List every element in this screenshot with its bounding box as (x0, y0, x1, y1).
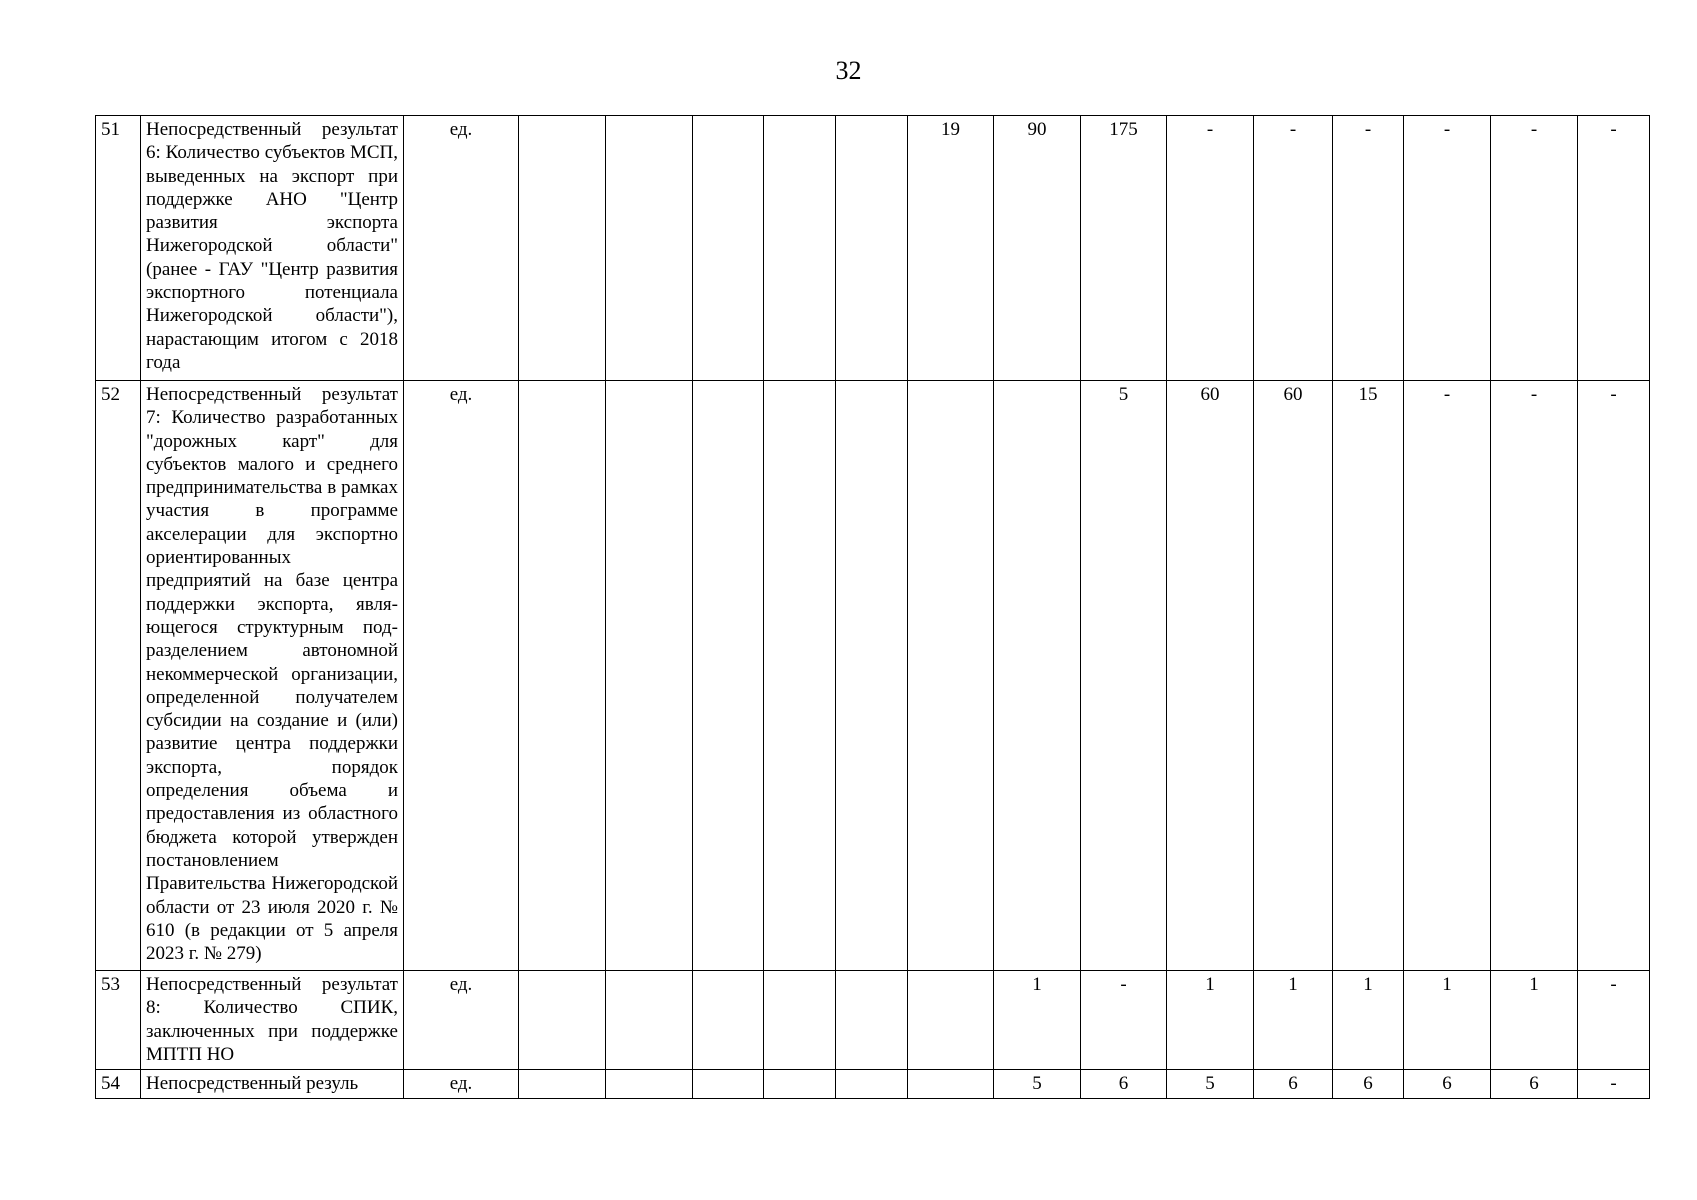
table-row (96, 971, 1650, 1070)
value-cell (693, 116, 764, 381)
value-cell: - (1578, 381, 1650, 971)
value-cell: 6 (1254, 1070, 1333, 1099)
value-cell (836, 116, 908, 381)
value-cell (764, 116, 836, 381)
value-cell: 1 (994, 971, 1081, 1070)
value-cell: - (1167, 116, 1254, 381)
value-cell (606, 1070, 693, 1099)
value-cell (519, 971, 606, 1070)
value-cell (908, 1070, 994, 1099)
value-cell (836, 971, 908, 1070)
value-cell: - (1081, 971, 1167, 1070)
value-cell (994, 381, 1081, 971)
table-row (96, 381, 1650, 971)
value-cell: - (1578, 116, 1650, 381)
value-cell (606, 971, 693, 1070)
indicator-description: Непосредственный результат 7: Количество разработанных "дорожных карт" для субъектов малого и среднего предпринимательства в рамках участия в программе акселерации для экспортно ориентированных предприятий на базе центра поддержки экспорта, являющегося структурным подразделением автономной некоммерческой организации, определенной получателем субсидии на создание и (или) развитие центра поддержки экспорта, порядок определения объема и предоставления из областного бюджета которой утвержден постановлением Правительства Нижегородской области от 23 июля 2020 г. № 610 (в редакции от 5 апреля 2023 г. № 279) (141, 381, 404, 971)
value-cell: - (1254, 116, 1333, 381)
value-cell (908, 971, 994, 1070)
value-cell (693, 1070, 764, 1099)
value-cell: 1 (1333, 971, 1404, 1070)
indicator-description: Непосредственный резуль (141, 1070, 404, 1099)
value-cell (693, 971, 764, 1070)
value-cell (606, 381, 693, 971)
unit-cell: ед. (404, 381, 519, 971)
value-cell (519, 381, 606, 971)
value-cell (606, 116, 693, 381)
value-cell (519, 116, 606, 381)
value-cell: 60 (1254, 381, 1333, 971)
value-cell: 90 (994, 116, 1081, 381)
value-cell: 6 (1404, 1070, 1491, 1099)
value-cell: 6 (1081, 1070, 1167, 1099)
value-cell (764, 381, 836, 971)
value-cell: - (1404, 116, 1491, 381)
value-cell: 1 (1404, 971, 1491, 1070)
value-cell: 6 (1333, 1070, 1404, 1099)
value-cell: 175 (1081, 116, 1167, 381)
unit-cell: ед. (404, 116, 519, 381)
row-number: 52 (96, 381, 141, 971)
value-cell (764, 1070, 836, 1099)
value-cell: 15 (1333, 381, 1404, 971)
value-cell: - (1491, 381, 1578, 971)
value-cell (836, 381, 908, 971)
value-cell: 6 (1491, 1070, 1578, 1099)
row-number: 51 (96, 116, 141, 381)
indicator-description: Непосредственный результат 8: Количество СПИК, заключенных при поддержке МПТП НО (141, 971, 404, 1070)
value-cell: - (1578, 1070, 1650, 1099)
value-cell: 60 (1167, 381, 1254, 971)
value-cell: 5 (994, 1070, 1081, 1099)
value-cell (908, 381, 994, 971)
indicators-table (95, 115, 1650, 1099)
value-cell: 5 (1167, 1070, 1254, 1099)
value-cell: 19 (908, 116, 994, 381)
value-cell: 1 (1491, 971, 1578, 1070)
indicator-description: Непосредственный результат 6: Количество субъектов МСП, выведенных на экспорт при поддержке АНО "Центр развития экспорта Нижегородской области" (ранее - ГАУ "Центр развития экспортного потенциала Нижегородской области"), нарастающим итогом с 2018 года (141, 116, 404, 381)
value-cell (519, 1070, 606, 1099)
page-number: 32 (835, 56, 862, 85)
row-number: 53 (96, 971, 141, 1070)
row-number: 54 (96, 1070, 141, 1099)
value-cell: - (1333, 116, 1404, 381)
value-cell: 5 (1081, 381, 1167, 971)
table-row (96, 1070, 1650, 1099)
value-cell: 1 (1167, 971, 1254, 1070)
unit-cell: ед. (404, 1070, 519, 1099)
value-cell (764, 971, 836, 1070)
value-cell: - (1578, 971, 1650, 1070)
value-cell: - (1491, 116, 1578, 381)
table-row (96, 116, 1650, 381)
unit-cell: ед. (404, 971, 519, 1070)
value-cell (693, 381, 764, 971)
value-cell: - (1404, 381, 1491, 971)
value-cell: 1 (1254, 971, 1333, 1070)
value-cell (836, 1070, 908, 1099)
